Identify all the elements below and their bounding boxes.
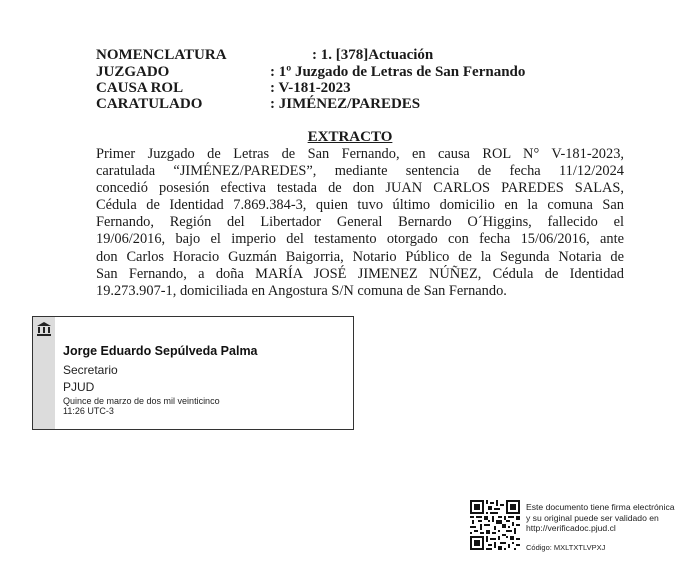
signer-organization: PJUD — [63, 380, 95, 394]
courthouse-icon — [36, 321, 52, 337]
extract-line: 19/06/2016, bajo el imperio del testamento otorgado con fecha 15/06/2016, ante — [96, 231, 624, 248]
verification-line: y su original puede ser validado en — [526, 512, 659, 523]
verification-line: Este documento tiene firma electrónica — [526, 502, 675, 512]
verification-code: Código: MXLTXTLVPXJ — [526, 543, 606, 552]
signer-role: Secretario — [63, 363, 118, 377]
header-label: CAUSA ROL — [96, 80, 184, 96]
extract-line: concedió posesión efectiva testada de don JUAN CARLOS PAREDES SALAS, — [96, 180, 624, 197]
header-value: : 1º Juzgado de Letras de San Fernando — [270, 64, 526, 80]
extract-title — [0, 129, 700, 146]
signature-time: 11:26 UTC-3 — [63, 406, 114, 416]
header-label: NOMENCLATURA — [96, 47, 227, 63]
extract-line: don Carlos Horacio Guzmán Baigorria, Notario Público de la Segunda Notaria de — [96, 248, 624, 265]
header-value: : 1. [378]Actuación — [312, 47, 434, 63]
signer-name: Jorge Eduardo Sepúlveda Palma — [63, 344, 258, 358]
extract-line: caratulada “JIMÉNEZ/PAREDES”, mediante sentencia de fecha 11/12/2024 — [96, 163, 624, 180]
extract-line: Cédula de Identidad 7.869.384-3, quien tuvo último domicilio en la comuna San — [96, 197, 624, 214]
header-label: CARATULADO — [96, 96, 203, 112]
qr-code — [470, 500, 520, 550]
signature-date: Quince de marzo de dos mil veinticinco — [63, 396, 220, 406]
header-value: : JIMÉNEZ/PAREDES — [270, 96, 421, 112]
extract-line: San Fernando, a doña MARÍA JOSÉ JIMENEZ NÚÑEZ, Cédula de Identidad — [96, 265, 624, 282]
header-value: : V-181-2023 — [270, 80, 351, 96]
signature-strip — [33, 317, 55, 429]
verification-text — [526, 502, 675, 534]
verification-url[interactable]: http://verificadoc.pjud.cl — [526, 523, 616, 533]
header-label: JUZGADO — [96, 64, 170, 80]
signature-box — [32, 316, 354, 430]
extract-title-text: EXTRACTO — [307, 129, 393, 145]
extract-line: Fernando, Región del Libertador General Bernardo O´Higgins, fallecido el — [96, 214, 624, 231]
extract-line: 19.273.907-1, domiciliada en Angostura S/N comuna de San Fernando. — [96, 282, 507, 299]
extract-line: Primer Juzgado de Letras de San Fernando, en causa ROL N° V-181-2023, — [96, 146, 624, 162]
extract-body — [96, 146, 624, 300]
